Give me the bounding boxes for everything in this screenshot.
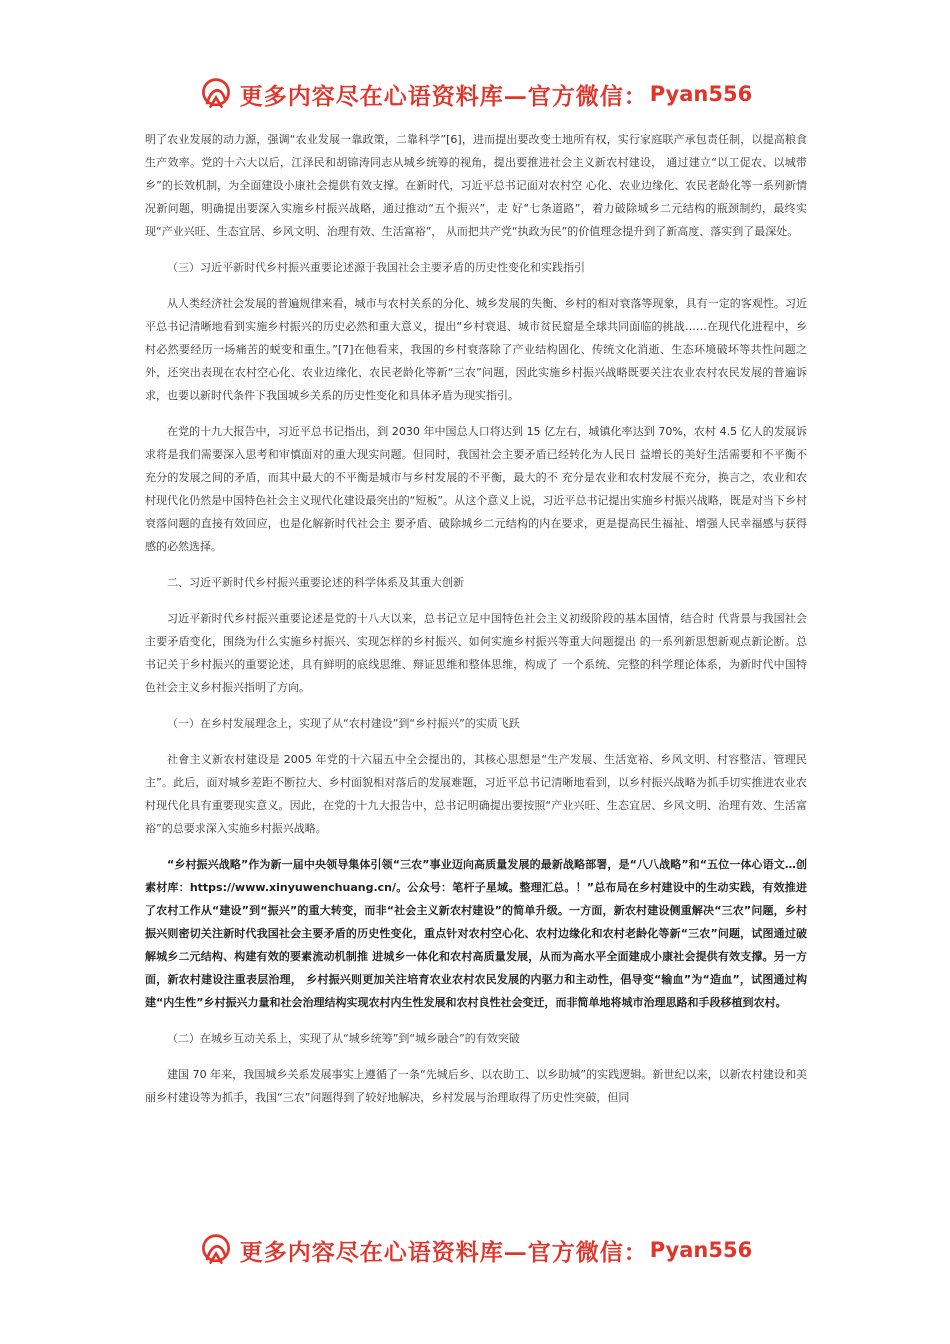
paragraph-3: 在党的十九大报告中，习近平总书记指出，到 2030 年中国总人口将达到 15 亿左右，城镇化率达到 70%，农村 4.5 亿人的发展诉求将是我们需要深入思考和审慎面对的重大现实问题。但同时，我国社会主要矛盾已经转化为人民日 益增长的美好生活需要和不平衡不充分的发展之间的矛盾，而其中最大的不平衡是城市与乡村发展的不平衡，最大的不 充分是农业和农村发展不充分，换言之，农业和农村现代化仍然是中国特色社会主义现代化建设最突出的“短板”。从这个意义上说，习近平总书记提出实施乡村振兴战略，既是对当下乡村衰落问题的直接有效回应，也是化解新时代社会主 要矛盾、破除城乡二元结构的内在要求，更是提高民生福祉、增强人民幸福感与获得感的必然选择。 xyxy=(145,425,807,553)
paragraph-7: 建国 70 年来，我国城乡关系发展事实上遵循了一条“先城后乡、以农助工、以乡助城”的实践逻辑。新世纪以来，以新农村建设和美丽乡村建设等为抓手，我国“三农”问题得到了较好地解决，乡村发展与治理取得了历史性突破，但同 xyxy=(145,1068,807,1104)
document-body xyxy=(145,128,807,1122)
paragraph-6-bold: “乡村振兴战略”作为新一届中央领导集体引领“三农”事业迈向高质量发展的最新战略部署，是“八八战略”和“五位一体心语文…创素材库：https://www.xinyuwenchuang.cn/。公众号：笔杆子星域。整理汇总。！”总布局在乡村建设中的生动实践，有效推进了农村工作从“建设”到“振兴”的重大转变，而非“社会主义新农村建设”的简单升级。一方面，新农村建设侧重解决“三农”问题，乡村振兴则密切关注新时代我国社会主要矛盾的历史性变化，重点针对农村空心化、农村边缘化和农村老龄化等新“三农”问题，试图通过破解城乡二元结构、构建有效的要素流动机制推 进城乡一体化和农村高质量发展，从而为高水平全面建成小康社会提供有效支撑。另一方面，新农村建设注重表层治理， 乡村振兴则更加关注培育农业农村农民发展的内驱力和主动性，倡导变“输血”为“造血”，试图通过构建“内生性”乡村振兴力量和社会治理结构实现农村内生性发展和农村良性社会变迁，而非简单地将城市治理思路和手段移植到农村。 xyxy=(145,858,807,1009)
ribbon-logo-icon xyxy=(198,76,234,112)
section-heading-2: （二）在城乡互动关系上，实现了从“城乡统筹”到“城乡融合”的有效突破 xyxy=(167,1032,520,1045)
chapter-heading-2: 二、习近平新时代乡村振兴重要论述的科学体系及其重大创新 xyxy=(167,576,464,589)
paragraph-5: 社會主义新农村建设是 2005 年党的十六届五中全会提出的，其核心思想是“生产发展、生活宽裕、乡风文明、村容整洁、管理民主”。此后，面对城乡差距不断拉大、乡村面貌相对落后的发展难题，习近平总书记清晰地看到，以乡村振兴战略为抓手切实推进农业农村现代化具有重要现实意义。因此，在党的十九大报告中，总书记明确提出要按照“产业兴旺、生态宜居、乡风文明、治理有效、生活富裕”的总要求深入实施乡村振兴战略。 xyxy=(145,753,807,835)
section-heading-1: （一）在乡村发展理念上，实现了从“农村建设”到“乡村振兴”的实质飞跃 xyxy=(167,717,520,730)
footer-banner xyxy=(0,1228,950,1272)
paragraph-1: 明了农业发展的动力源，强调“农业发展一靠政策，二靠科学”[6]，进而提出要改变土地所有权，实行家庭联产承包责任制，以提高粮食生产效率。党的十六大以后，江泽民和胡锦涛同志从城乡统筹的视角，提出要推进社会主义新农村建设， 通过建立“以工促农、以城带乡”的长效机制，为全面建设小康社会提供有效支撑。在新时代，习近平总书记面对农村空 心化、农业边缘化、农民老龄化等一系列新情况新问题，明确提出要深入实施乡村振兴战略，通过推动“五个振兴”，走 好“七条道路”，着力破除城乡二元结构的瓶颈制约，最终实现“产业兴旺、生态宜居、乡风文明、治理有效、生活富裕”， 从而把共产党“执政为民”的价值理念提升到了新高度、落实到了最深处。 xyxy=(145,133,807,238)
footer-banner-text: 更多内容尽在心语资料库—官方微信： xyxy=(239,1238,648,1266)
footer-banner-wechat-id: Pyan556 xyxy=(649,1238,753,1262)
paragraph-2: 从人类经济社会发展的普遍规律来看，城市与农村关系的分化、城乡发展的失衡、乡村的相对衰落等现象，具有一定的客观性。习近平总书记清晰地看到实施乡村振兴的历史必然和重大意义，提出“乡村衰退、城市贫民窟是全球共同面临的挑战……在现代化进程中，乡村必然要经历一场痛苦的蜕变和重生。”[7]在他看来，我国的乡村衰落除了产业结构固化、传统文化消逝、生态环境破坏等共性问题之外，还突出表现在农村空心化、农业边缘化、农民老龄化等新“三农”问题，因此实施乡村振兴战略既要关注农业农村农民发展的普遍诉求，也要以新时代条件下我国城乡关系的历史性变化和具体矛盾为现实指引。 xyxy=(145,297,807,402)
paragraph-4: 习近平新时代乡村振兴重要论述是党的十八大以来，总书记立足中国特色社会主义初级阶段的基本国情，结合时 代背景与我国社会主要矛盾变化，围绕为什么实施乡村振兴、实现怎样的乡村振兴、如何实施乡村振兴等重大问题提出 的一系列新思想新观点新论断。总书记关于乡村振兴的重要论述，具有鲜明的底线思维、辩证思维和整体思维，构成了 一个系统、完整的科学理论体系，为新时代中国特色社会主义乡村振兴指明了方向。 xyxy=(145,612,807,694)
banner-text: 更多内容尽在心语资料库—官方微信： xyxy=(239,82,648,110)
banner-wechat-id: Pyan556 xyxy=(649,82,753,106)
header-banner xyxy=(0,72,950,116)
ribbon-logo-icon xyxy=(198,1232,234,1268)
section-heading-3: （三）习近平新时代乡村振兴重要论述源于我国社会主要矛盾的历史性变化和实践指引 xyxy=(167,261,585,274)
